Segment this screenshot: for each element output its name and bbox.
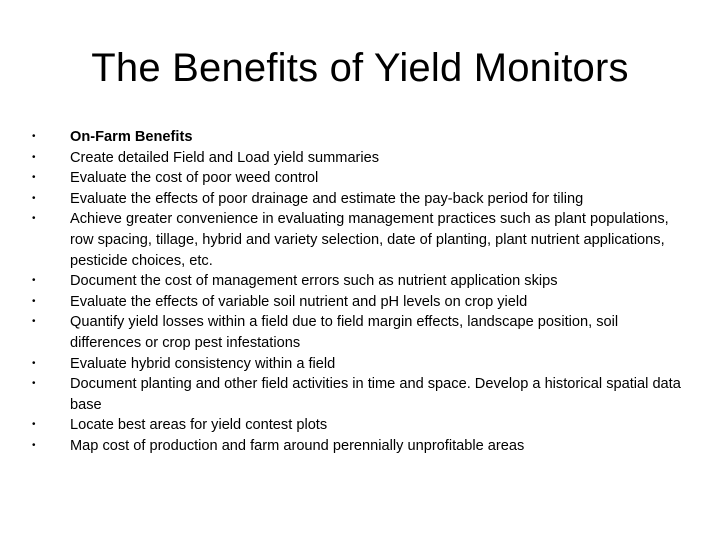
bullet-icon: • xyxy=(32,192,36,204)
list-item xyxy=(32,127,682,148)
bullet-icon: • xyxy=(32,316,36,328)
list-item-text: Quantify yield losses within a field due to field margin effects, landscape position, soil differences or crop pest infestations xyxy=(70,314,619,351)
list-item xyxy=(32,354,682,375)
list-item-text: Achieve greater convenience in evaluating management practices such as plant populations, row spacing, tillage, hybrid and variety selection, date of planting, plant nutrient applications, pesticide choices, etc. xyxy=(70,211,669,269)
list-item xyxy=(32,168,682,189)
list-item-text: Evaluate hybrid consistency within a field xyxy=(70,355,336,372)
list-item-text: Document the cost of management errors such as nutrient application skips xyxy=(70,273,558,290)
list-item-text: Evaluate the effects of poor drainage and estimate the pay-back period for tiling xyxy=(70,190,584,207)
list-item-text: Map cost of production and farm around perennially unprofitable areas xyxy=(70,437,525,454)
list-item-text: Evaluate the effects of variable soil nutrient and pH levels on crop yield xyxy=(70,293,528,310)
bullet-icon: • xyxy=(32,439,36,451)
list-item xyxy=(32,374,682,415)
list-item-text: Document planting and other field activities in time and space. Develop a historical spatial data base xyxy=(70,376,681,413)
bullet-list xyxy=(32,127,682,457)
list-item xyxy=(32,271,682,292)
list-item-text: Locate best areas for yield contest plots xyxy=(70,417,328,434)
list-item xyxy=(32,415,682,436)
slide-title: The Benefits of Yield Monitors xyxy=(91,46,629,90)
bullet-icon: • xyxy=(32,357,36,369)
list-item-text: Create detailed Field and Load yield summaries xyxy=(70,149,380,166)
bullet-icon: • xyxy=(32,295,36,307)
bullet-icon: • xyxy=(32,213,36,225)
list-item xyxy=(32,292,682,313)
list-item xyxy=(32,209,682,271)
bullet-icon: • xyxy=(32,151,36,163)
bullet-icon: • xyxy=(32,131,36,142)
section-heading: On-Farm Benefits xyxy=(70,129,193,145)
list-item xyxy=(32,436,682,457)
list-item xyxy=(32,189,682,210)
list-item xyxy=(32,148,682,169)
bullet-icon: • xyxy=(32,378,36,390)
bullet-icon: • xyxy=(32,275,36,287)
list-item-text: Evaluate the cost of poor weed control xyxy=(70,170,319,187)
bullet-icon: • xyxy=(32,419,36,431)
bullet-icon: • xyxy=(32,172,36,184)
list-item xyxy=(32,312,682,353)
